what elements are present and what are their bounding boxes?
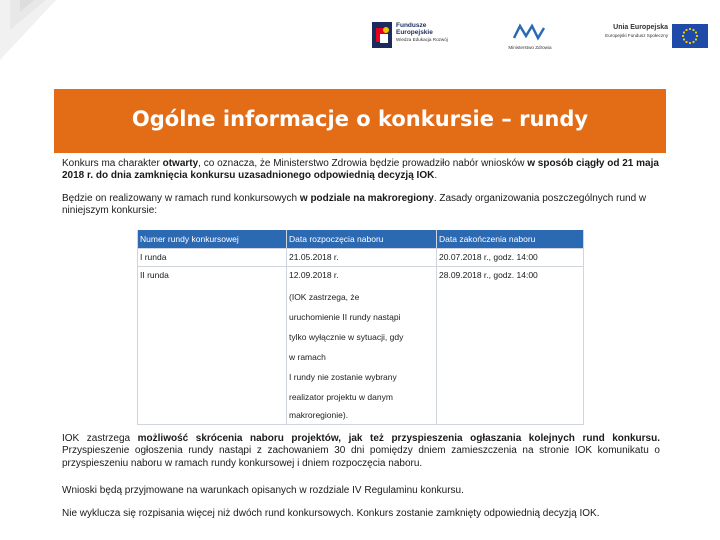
- acceleration-paragraph: [62, 433, 660, 470]
- intro-text-3: .: [434, 170, 438, 182]
- round-note-line: realizator projektu w danym: [289, 392, 393, 402]
- ue-name: Unia Europejska: [613, 24, 668, 31]
- rounds-text-2: . Zasady organizowania poszczególnych rund w niniejszym konkursie:: [62, 193, 647, 217]
- intro-bold-1: otwarty: [162, 158, 199, 169]
- table-column-divider: [286, 230, 287, 425]
- round-note-line: makroregionie).: [289, 410, 349, 420]
- table-row-divider: [137, 248, 584, 249]
- rounds-table: [137, 230, 584, 425]
- table-header-end: Data zakończenia naboru: [439, 234, 536, 244]
- round-note-line: uruchomienie II rundy nastąpi: [289, 312, 401, 322]
- round-note-line: w ramach: [289, 352, 326, 362]
- logo-bar: [0, 0, 720, 75]
- closing-paragraph: Nie wyklucza się rozpisania więcej niż dwóch rund konkursowych. Konkurs zostanie zamknięty odpowiednią decyzją IOK.: [62, 508, 600, 519]
- table-cell-end-2: 28.09.2018 r., godz. 14:00: [439, 270, 538, 280]
- round-note-line: tylko wyłącznie w sytuacji, gdy: [289, 332, 404, 342]
- mz-name: Ministerstwo Zdrowia: [508, 45, 552, 50]
- table-row-divider: [137, 266, 584, 267]
- table-border-right: [583, 230, 584, 425]
- fe-star-icon: [372, 22, 392, 48]
- fe-subtitle: Wiedza Edukacja Rozwój: [396, 37, 448, 43]
- table-column-divider: [436, 230, 437, 425]
- para3-bold-1: możliwość skrócenia naboru projektów, jak też przyspieszenia ogłaszania kolejnych rund konkursu.: [137, 433, 660, 444]
- fe-name: Fundusze Europejskie: [396, 22, 433, 37]
- ue-subtitle: Europejski Fundusz Społeczny: [605, 33, 668, 38]
- ministerstwo-zdrowia-logo: [500, 22, 560, 52]
- intro-text-1: Konkurs ma charakter: [62, 158, 163, 169]
- intro-paragraph: [62, 158, 660, 183]
- table-cell-round-1: I runda: [140, 252, 167, 262]
- intro-bold-2: w sposób ciągły od 21 maja 2018 r. do dnia zamknięcia konkursu uzasadnionego odpowiednią decyzją IOK: [62, 158, 659, 182]
- fundusze-europejskie-logo: [372, 22, 462, 50]
- table-border-bottom: [137, 424, 584, 425]
- rounds-text-1: Będzie on realizowany w ramach rund konkursowych: [62, 193, 300, 204]
- title-banner: [54, 89, 666, 153]
- para3-text-2: Przyspieszenie ogłoszenia rundy nastąpi z zachowaniem 30 dni pomiędzy dniem zamieszczenia na stronie IOK komunikatu o przyspieszeniu naboru w ramach rundy konkursowej i dniem rozpoczęcia naboru.: [62, 445, 660, 469]
- ue-logo-text: [605, 24, 668, 40]
- table-cell-start-2: 12.09.2018 r.: [289, 270, 339, 280]
- intro-text-2: , co oznacza, że Ministerstwo Zdrowia będzie prowadziło nabór wniosków: [198, 158, 528, 169]
- table-header-round: Numer rundy konkursowej: [140, 234, 239, 244]
- table-border-left: [137, 230, 138, 425]
- rounds-intro-paragraph: [62, 193, 660, 218]
- round-note-line: I rundy nie zostanie wybrany: [289, 372, 397, 382]
- mz-wave-icon: [512, 22, 548, 42]
- fe-logo-text: [396, 22, 448, 44]
- para3-text-1: IOK zastrzega: [62, 433, 138, 444]
- corner-decoration-icon: [0, 0, 56, 75]
- unia-europejska-logo: [588, 24, 708, 50]
- table-cell-round-2: II runda: [140, 270, 169, 280]
- table-cell-start-1: 21.05.2018 r.: [289, 252, 339, 262]
- rounds-bold-1: w podziale na makroregiony: [299, 193, 434, 204]
- table-header-start: Data rozpoczęcia naboru: [289, 234, 384, 244]
- round-note-line: (IOK zastrzega, że: [289, 292, 360, 302]
- table-cell-end-1: 20.07.2018 r., godz. 14:00: [439, 252, 538, 262]
- page-title: Ogólne informacje o konkursie – rundy: [131, 107, 589, 131]
- applications-paragraph: Wnioski będą przyjmowane na warunkach opisanych w rozdziale IV Regulaminu konkursu.: [62, 485, 464, 496]
- eu-flag-icon: [672, 24, 708, 48]
